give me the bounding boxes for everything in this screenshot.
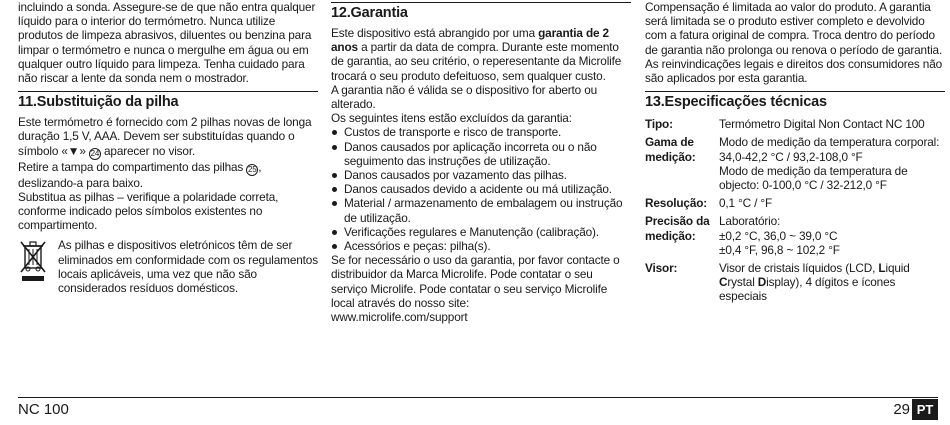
column-right: [645, 0, 945, 304]
ref-number-24: 24: [90, 148, 100, 158]
footer-model: NC 100: [18, 401, 69, 418]
section-heading-specs: 13.Especificações técnicas: [645, 91, 945, 111]
specs-table: [645, 117, 945, 303]
list-item: Acessórios e peças: pilha(s).: [331, 239, 631, 253]
ref-number-25: 25: [247, 164, 257, 174]
spec-key-range: Gama de medição:: [645, 135, 696, 164]
column-middle: [331, 0, 631, 324]
spec-value-accuracy: Laboratório: ±0,2 °C, 36,0 ~ 39,0 °C ±0,4 °F, 96,8 ~ 102,2 °F: [719, 214, 840, 257]
spec-value-display: Visor de cristais líquidos (LCD, Liquid Crystal Display), 4 dígitos e ícones especiais: [719, 261, 910, 304]
list-item: Danos causados por aplicação incorreta ou o não seguimento das instruções de utilização.: [331, 140, 631, 168]
spec-key-accuracy: Precisão da medição:: [645, 214, 710, 243]
list-item: Material / armazenamento de embalagem ou instrução de utilização.: [331, 196, 631, 224]
battery-paragraph-2: Retire a tampa do compartimento das pilhas 25 , deslizando-a para baixo.: [18, 159, 262, 190]
language-badge: PT: [912, 399, 938, 420]
battery-paragraph-1: Este termómetro é fornecido com 2 pilhas novas de longa duração 1,5 V, AAA. Devem ser substituídas quando o símbolo «▼» 24 aparecer no visor.: [18, 115, 312, 158]
battery-paragraph-3: Substitua as pilhas – verifique a polaridade correta, conforme indicado pelos símbolos existentes no compartimento.: [18, 189, 279, 233]
warranty-exclusions-list: [331, 125, 631, 253]
spec-value-resolution: 0,1 °C / °F: [719, 196, 773, 211]
list-item: Custos de transporte e risco de transporte.: [331, 125, 631, 139]
crossed-bin-icon: [18, 238, 48, 282]
warranty-continued-text: Compensação é limitada ao valor do produto. A garantia será limitada se o produto estiver completo e devolvido com a fatura original de compra. Troca dentro do período de garantia não prolonga ou renova o período de garantia. As reinvindicações legais e direitos dos consumidores não são aplicados por esta garantia.: [645, 0, 943, 86]
spec-key-resolution: Resolução:: [645, 196, 708, 211]
page-number: 29: [893, 401, 910, 418]
cleaning-text: incluindo a sonda. Assegure-se de que não entra qualquer líquido para o interior do termómetro. Nunca utilize produtos de limpeza abrasivos, diluentes ou benzina para limpar o termómetro e nunca o mergulhe em água ou em qualquer outro líquido para limpeza. Tenha cuidado para não riscar a lente da sonda nem o mostrador.: [18, 0, 316, 86]
warranty-paragraph-4: Se for necessário o uso da garantia, por favor contacte o distribuidor da Marca Microlife. Pode contatar o seu serviço Microlife. Pode contatar o seu serviço Microlife local através do nosso site:: [331, 253, 620, 310]
spec-value-range: Modo de medição da temperatura corporal: 34,0-42,2 °C / 93,2-108,0 °F Modo de medição da temperatura de objecto: 0-100,0 °C / 32-212,0 °F: [719, 135, 940, 193]
support-url: www.microlife.com/support: [331, 310, 468, 325]
list-item: Danos causados por vazamento das pilhas.: [331, 168, 631, 182]
warranty-paragraph-3: Os seguintes itens estão excluídos da garantia:: [331, 111, 572, 126]
weee-notice: [18, 238, 318, 295]
section-heading-battery: 11.Substituição da pilha: [18, 91, 318, 111]
battery-low-symbol: ▼: [67, 143, 80, 158]
section-heading-warranty: 12.Garantia: [331, 2, 631, 22]
weee-text: As pilhas e dispositivos eletrónicos têm de ser eliminados em conformidade com os regulamentos locais aplicáveis, uma vez que não são considerados resíduos domésticos.: [58, 238, 318, 296]
spec-key-display: Visor:: [645, 261, 678, 276]
warranty-paragraph-1: Este dispositivo está abrangido por uma garantia de 2 anos a partir da data de compra. Durante este momento de garantia, ao seu critério, o reperesentante da Microlife trocará o seu produto defeituoso, sem qualquer custo.: [331, 26, 622, 83]
footer-divider: [18, 397, 938, 398]
list-item: Danos causados devido a acidente ou má utilização.: [331, 182, 631, 196]
spec-key-type: Tipo:: [645, 117, 673, 132]
column-left: [18, 0, 318, 295]
list-item: Verificações regulares e Manutenção (calibração).: [331, 225, 631, 239]
spec-value-type: Termómetro Digital Non Contact NC 100: [719, 117, 925, 132]
warranty-paragraph-2: A garantia não é válida se o dispositivo for aberto ou alterado.: [331, 82, 598, 112]
